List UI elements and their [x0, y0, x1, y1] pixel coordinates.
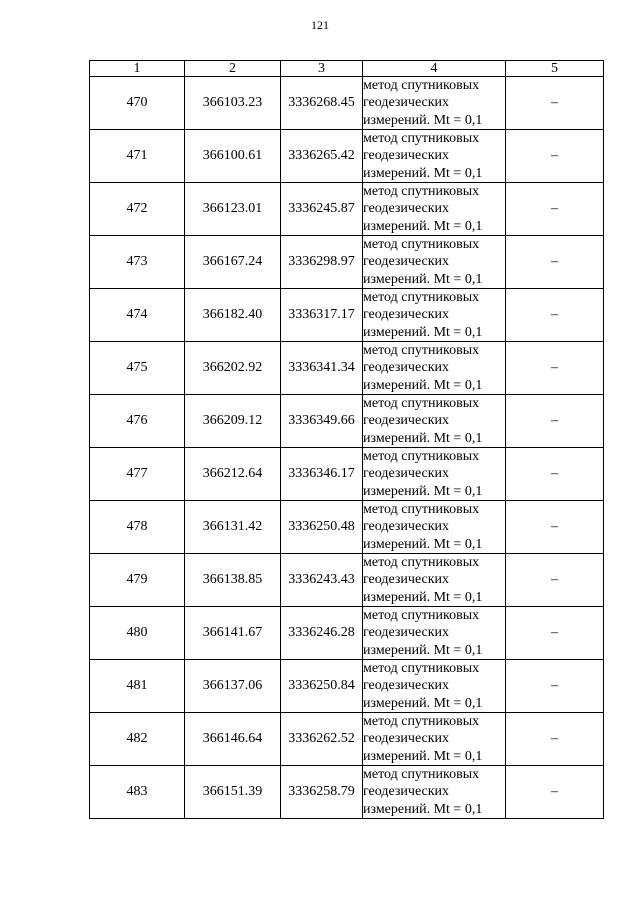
point-number-cell: 472: [90, 183, 185, 236]
point-number-cell: 475: [90, 342, 185, 395]
y-coordinate-cell: 3336298.97: [281, 236, 363, 289]
x-coordinate-cell: 366103.23: [185, 77, 281, 130]
x-coordinate-cell: 366146.64: [185, 713, 281, 766]
note-cell: –: [506, 77, 604, 130]
table-row: [90, 342, 604, 395]
x-coordinate-cell: 366131.42: [185, 501, 281, 554]
note-cell: –: [506, 289, 604, 342]
method-line: геодезических: [363, 307, 450, 323]
note-cell: –: [506, 554, 604, 607]
method-line: измерений. Mt = 0,1: [363, 748, 483, 764]
point-number-cell: 479: [90, 554, 185, 607]
method-cell: [363, 501, 506, 554]
method-cell: [363, 554, 506, 607]
x-coordinate-cell: 366100.61: [185, 130, 281, 183]
point-number-cell: 470: [90, 77, 185, 130]
y-coordinate-cell: 3336258.79: [281, 766, 363, 819]
y-coordinate-cell: 3336349.66: [281, 395, 363, 448]
column-header: 4: [363, 61, 506, 77]
y-coordinate-cell: 3336317.17: [281, 289, 363, 342]
table-row: [90, 660, 604, 713]
x-coordinate-cell: 366212.64: [185, 448, 281, 501]
note-cell: –: [506, 607, 604, 660]
method-cell: [363, 713, 506, 766]
point-number-cell: 477: [90, 448, 185, 501]
method-line: измерений. Mt = 0,1: [363, 695, 483, 711]
x-coordinate-cell: 366138.85: [185, 554, 281, 607]
method-line: метод спутниковых: [363, 131, 480, 147]
column-header: 2: [185, 61, 281, 77]
note-cell: –: [506, 660, 604, 713]
point-number-cell: 482: [90, 713, 185, 766]
method-line: измерений. Mt = 0,1: [363, 430, 483, 446]
method-line: измерений. Mt = 0,1: [363, 377, 483, 393]
method-line: метод спутниковых: [363, 767, 480, 783]
method-cell: [363, 395, 506, 448]
method-cell: [363, 77, 506, 130]
method-cell: [363, 236, 506, 289]
method-cell: [363, 660, 506, 713]
y-coordinate-cell: 3336346.17: [281, 448, 363, 501]
table-row: [90, 395, 604, 448]
method-line: геодезических: [363, 678, 450, 694]
point-number-cell: 474: [90, 289, 185, 342]
x-coordinate-cell: 366209.12: [185, 395, 281, 448]
method-line: метод спутниковых: [363, 396, 480, 412]
method-line: измерений. Mt = 0,1: [363, 801, 483, 817]
x-coordinate-cell: 366151.39: [185, 766, 281, 819]
method-cell: [363, 342, 506, 395]
note-cell: –: [506, 342, 604, 395]
table-row: [90, 501, 604, 554]
method-line: метод спутниковых: [363, 78, 480, 94]
note-cell: –: [506, 183, 604, 236]
method-line: метод спутниковых: [363, 449, 480, 465]
table-row: [90, 554, 604, 607]
table-row: [90, 183, 604, 236]
table-row: [90, 77, 604, 130]
method-cell: [363, 130, 506, 183]
method-line: метод спутниковых: [363, 290, 480, 306]
page-number: 121: [311, 18, 329, 32]
table-row: [90, 130, 604, 183]
y-coordinate-cell: 3336341.34: [281, 342, 363, 395]
method-line: геодезических: [363, 95, 450, 111]
note-cell: –: [506, 236, 604, 289]
note-cell: –: [506, 130, 604, 183]
table-row: [90, 289, 604, 342]
method-line: метод спутниковых: [363, 343, 480, 359]
y-coordinate-cell: 3336243.43: [281, 554, 363, 607]
method-line: измерений. Mt = 0,1: [363, 218, 483, 234]
method-cell: [363, 289, 506, 342]
method-line: геодезических: [363, 625, 450, 641]
y-coordinate-cell: 3336268.45: [281, 77, 363, 130]
method-line: измерений. Mt = 0,1: [363, 483, 483, 499]
x-coordinate-cell: 366137.06: [185, 660, 281, 713]
y-coordinate-cell: 3336265.42: [281, 130, 363, 183]
table-row: [90, 713, 604, 766]
column-header: 1: [90, 61, 185, 77]
method-line: геодезических: [363, 360, 450, 376]
point-number-cell: 483: [90, 766, 185, 819]
method-line: метод спутниковых: [363, 184, 480, 200]
point-number-cell: 473: [90, 236, 185, 289]
table-row: [90, 607, 604, 660]
table-row: [90, 236, 604, 289]
method-line: измерений. Mt = 0,1: [363, 271, 483, 287]
point-number-cell: 478: [90, 501, 185, 554]
method-line: измерений. Mt = 0,1: [363, 165, 483, 181]
method-line: метод спутниковых: [363, 714, 480, 730]
method-cell: [363, 183, 506, 236]
point-number-cell: 476: [90, 395, 185, 448]
note-cell: –: [506, 713, 604, 766]
method-line: измерений. Mt = 0,1: [363, 642, 483, 658]
y-coordinate-cell: 3336246.28: [281, 607, 363, 660]
method-line: геодезических: [363, 254, 450, 270]
method-cell: [363, 607, 506, 660]
method-line: метод спутниковых: [363, 237, 480, 253]
method-cell: [363, 766, 506, 819]
method-line: геодезических: [363, 731, 450, 747]
column-header: 5: [506, 61, 604, 77]
method-line: измерений. Mt = 0,1: [363, 536, 483, 552]
y-coordinate-cell: 3336250.84: [281, 660, 363, 713]
point-number-cell: 480: [90, 607, 185, 660]
note-cell: –: [506, 766, 604, 819]
table-body: [90, 77, 604, 819]
coordinates-table: [89, 60, 604, 819]
method-line: геодезических: [363, 148, 450, 164]
method-line: измерений. Mt = 0,1: [363, 112, 483, 128]
method-line: измерений. Mt = 0,1: [363, 589, 483, 605]
y-coordinate-cell: 3336262.52: [281, 713, 363, 766]
method-line: метод спутниковых: [363, 661, 480, 677]
method-line: геодезических: [363, 201, 450, 217]
method-cell: [363, 448, 506, 501]
method-line: геодезических: [363, 784, 450, 800]
x-coordinate-cell: 366123.01: [185, 183, 281, 236]
note-cell: –: [506, 395, 604, 448]
method-line: метод спутниковых: [363, 608, 480, 624]
x-coordinate-cell: 366202.92: [185, 342, 281, 395]
point-number-cell: 471: [90, 130, 185, 183]
table-header-row: [90, 61, 604, 77]
method-line: геодезических: [363, 413, 450, 429]
note-cell: –: [506, 501, 604, 554]
column-header: 3: [281, 61, 363, 77]
note-cell: –: [506, 448, 604, 501]
method-line: геодезических: [363, 519, 450, 535]
method-line: геодезических: [363, 572, 450, 588]
point-number-cell: 481: [90, 660, 185, 713]
method-line: метод спутниковых: [363, 555, 480, 571]
method-line: измерений. Mt = 0,1: [363, 324, 483, 340]
y-coordinate-cell: 3336245.87: [281, 183, 363, 236]
x-coordinate-cell: 366141.67: [185, 607, 281, 660]
method-line: геодезических: [363, 466, 450, 482]
method-line: метод спутниковых: [363, 502, 480, 518]
table-row: [90, 766, 604, 819]
x-coordinate-cell: 366182.40: [185, 289, 281, 342]
y-coordinate-cell: 3336250.48: [281, 501, 363, 554]
table-row: [90, 448, 604, 501]
x-coordinate-cell: 366167.24: [185, 236, 281, 289]
